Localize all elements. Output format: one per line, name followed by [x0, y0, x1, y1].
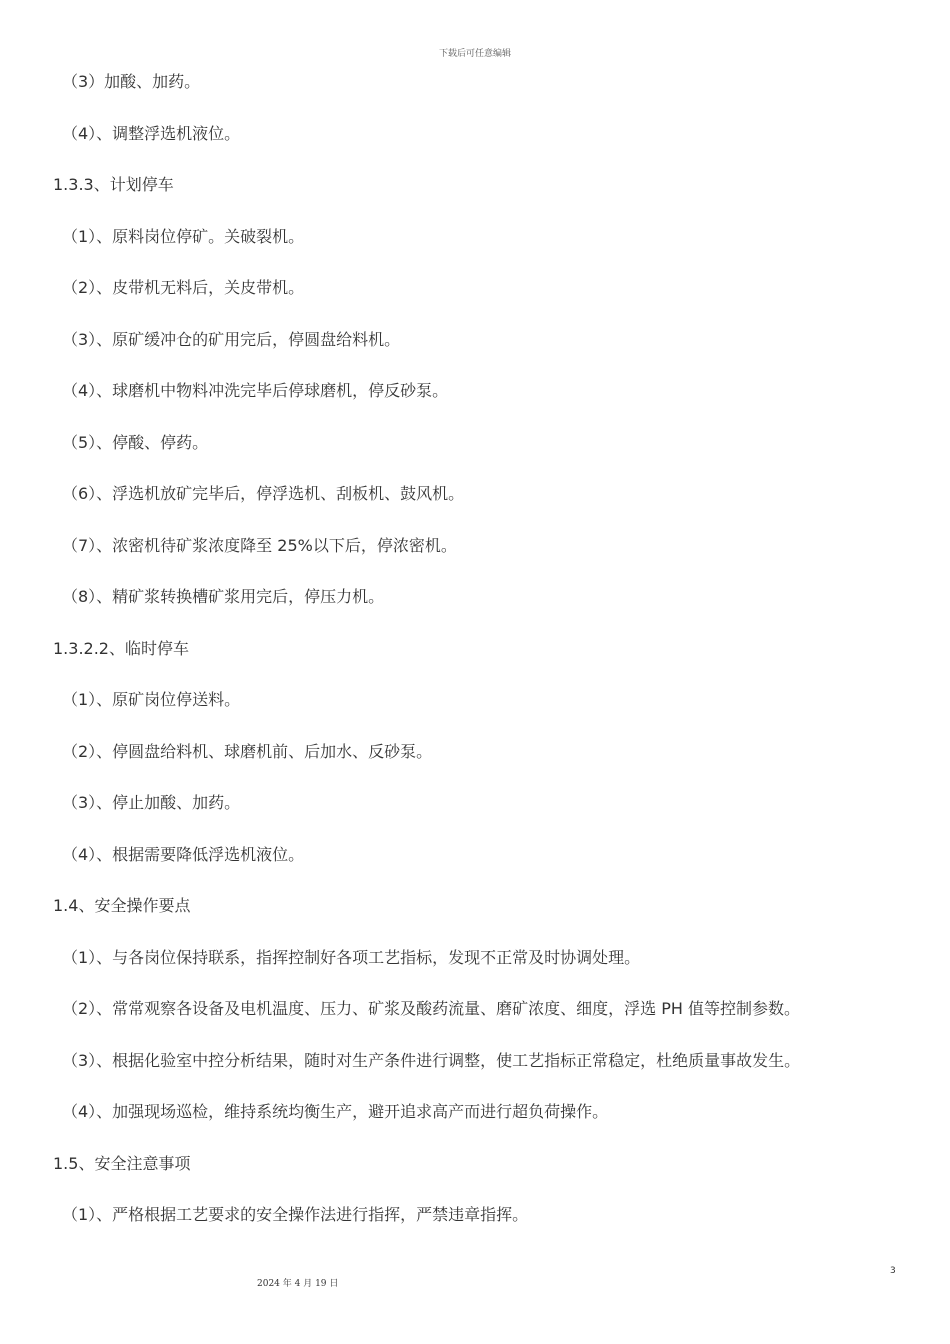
list-item: （3）、原矿缓冲仓的矿用完后，停圆盘给料机。: [62, 329, 401, 349]
page-number: 3: [890, 1266, 896, 1276]
list-item: （6）、浮选机放矿完毕后，停浮选机、刮板机、鼓风机。: [62, 484, 465, 503]
list-item: （4）、根据需要降低浮选机液位。: [62, 844, 305, 864]
list-item: （3）、根据化验室中控分析结果，随时对生产条件进行调整，使工艺指标正常稳定，杜绝质量事故发生。: [62, 1050, 801, 1070]
section-heading: 1.3.3、计划停车: [53, 175, 174, 194]
list-item: （4）、球磨机中物料冲洗完毕后停球磨机，停反砂泵。: [62, 381, 449, 400]
list-item: （2）、常常观察各设备及电机温度、压力、矿浆及酸药流量、磨矿浓度、细度，浮选 PH 值等控制参数。: [62, 999, 801, 1018]
list-item: （8）、精矿浆转换槽矿浆用完后，停压力机。: [62, 587, 385, 606]
list-item: （4）、加强现场巡检，维持系统均衡生产，避开追求高产而进行超负荷操作。: [62, 1102, 609, 1121]
section-heading: 1.3.2.2、临时停车: [53, 638, 189, 658]
list-item: （1）、严格根据工艺要求的安全操作法进行指挥，严禁违章指挥。: [62, 1205, 529, 1224]
list-item: （1）、原矿岗位停送料。: [62, 690, 241, 709]
section-heading: 1.4、安全操作要点: [53, 896, 191, 915]
list-item: （5）、停酸、停药。: [62, 432, 209, 452]
list-item: （3）加酸、加药。: [62, 72, 201, 91]
list-item: （2）、皮带机无料后，关皮带机。: [62, 278, 305, 297]
list-item: （2）、停圆盘给料机、球磨机前、后加水、反砂泵。: [62, 741, 433, 761]
list-item: （1）、与各岗位保持联系，指挥控制好各项工艺指标，发现不正常及时协调处理。: [62, 947, 641, 967]
list-item: （7）、浓密机待矿浆浓度降至 25%以下后，停浓密机。: [62, 535, 457, 555]
list-item: （1）、原料岗位停矿。关破裂机。: [62, 226, 305, 246]
footer-date: 2024 年 4 月 19 日: [257, 1279, 339, 1289]
list-item: （4）、调整浮选机液位。: [62, 123, 241, 143]
list-item: （3）、停止加酸、加药。: [62, 793, 241, 812]
header-note: 下载后可任意编辑: [438, 49, 511, 59]
section-heading: 1.5、安全注意事项: [53, 1153, 191, 1173]
document-body: [0, 72, 950, 1257]
